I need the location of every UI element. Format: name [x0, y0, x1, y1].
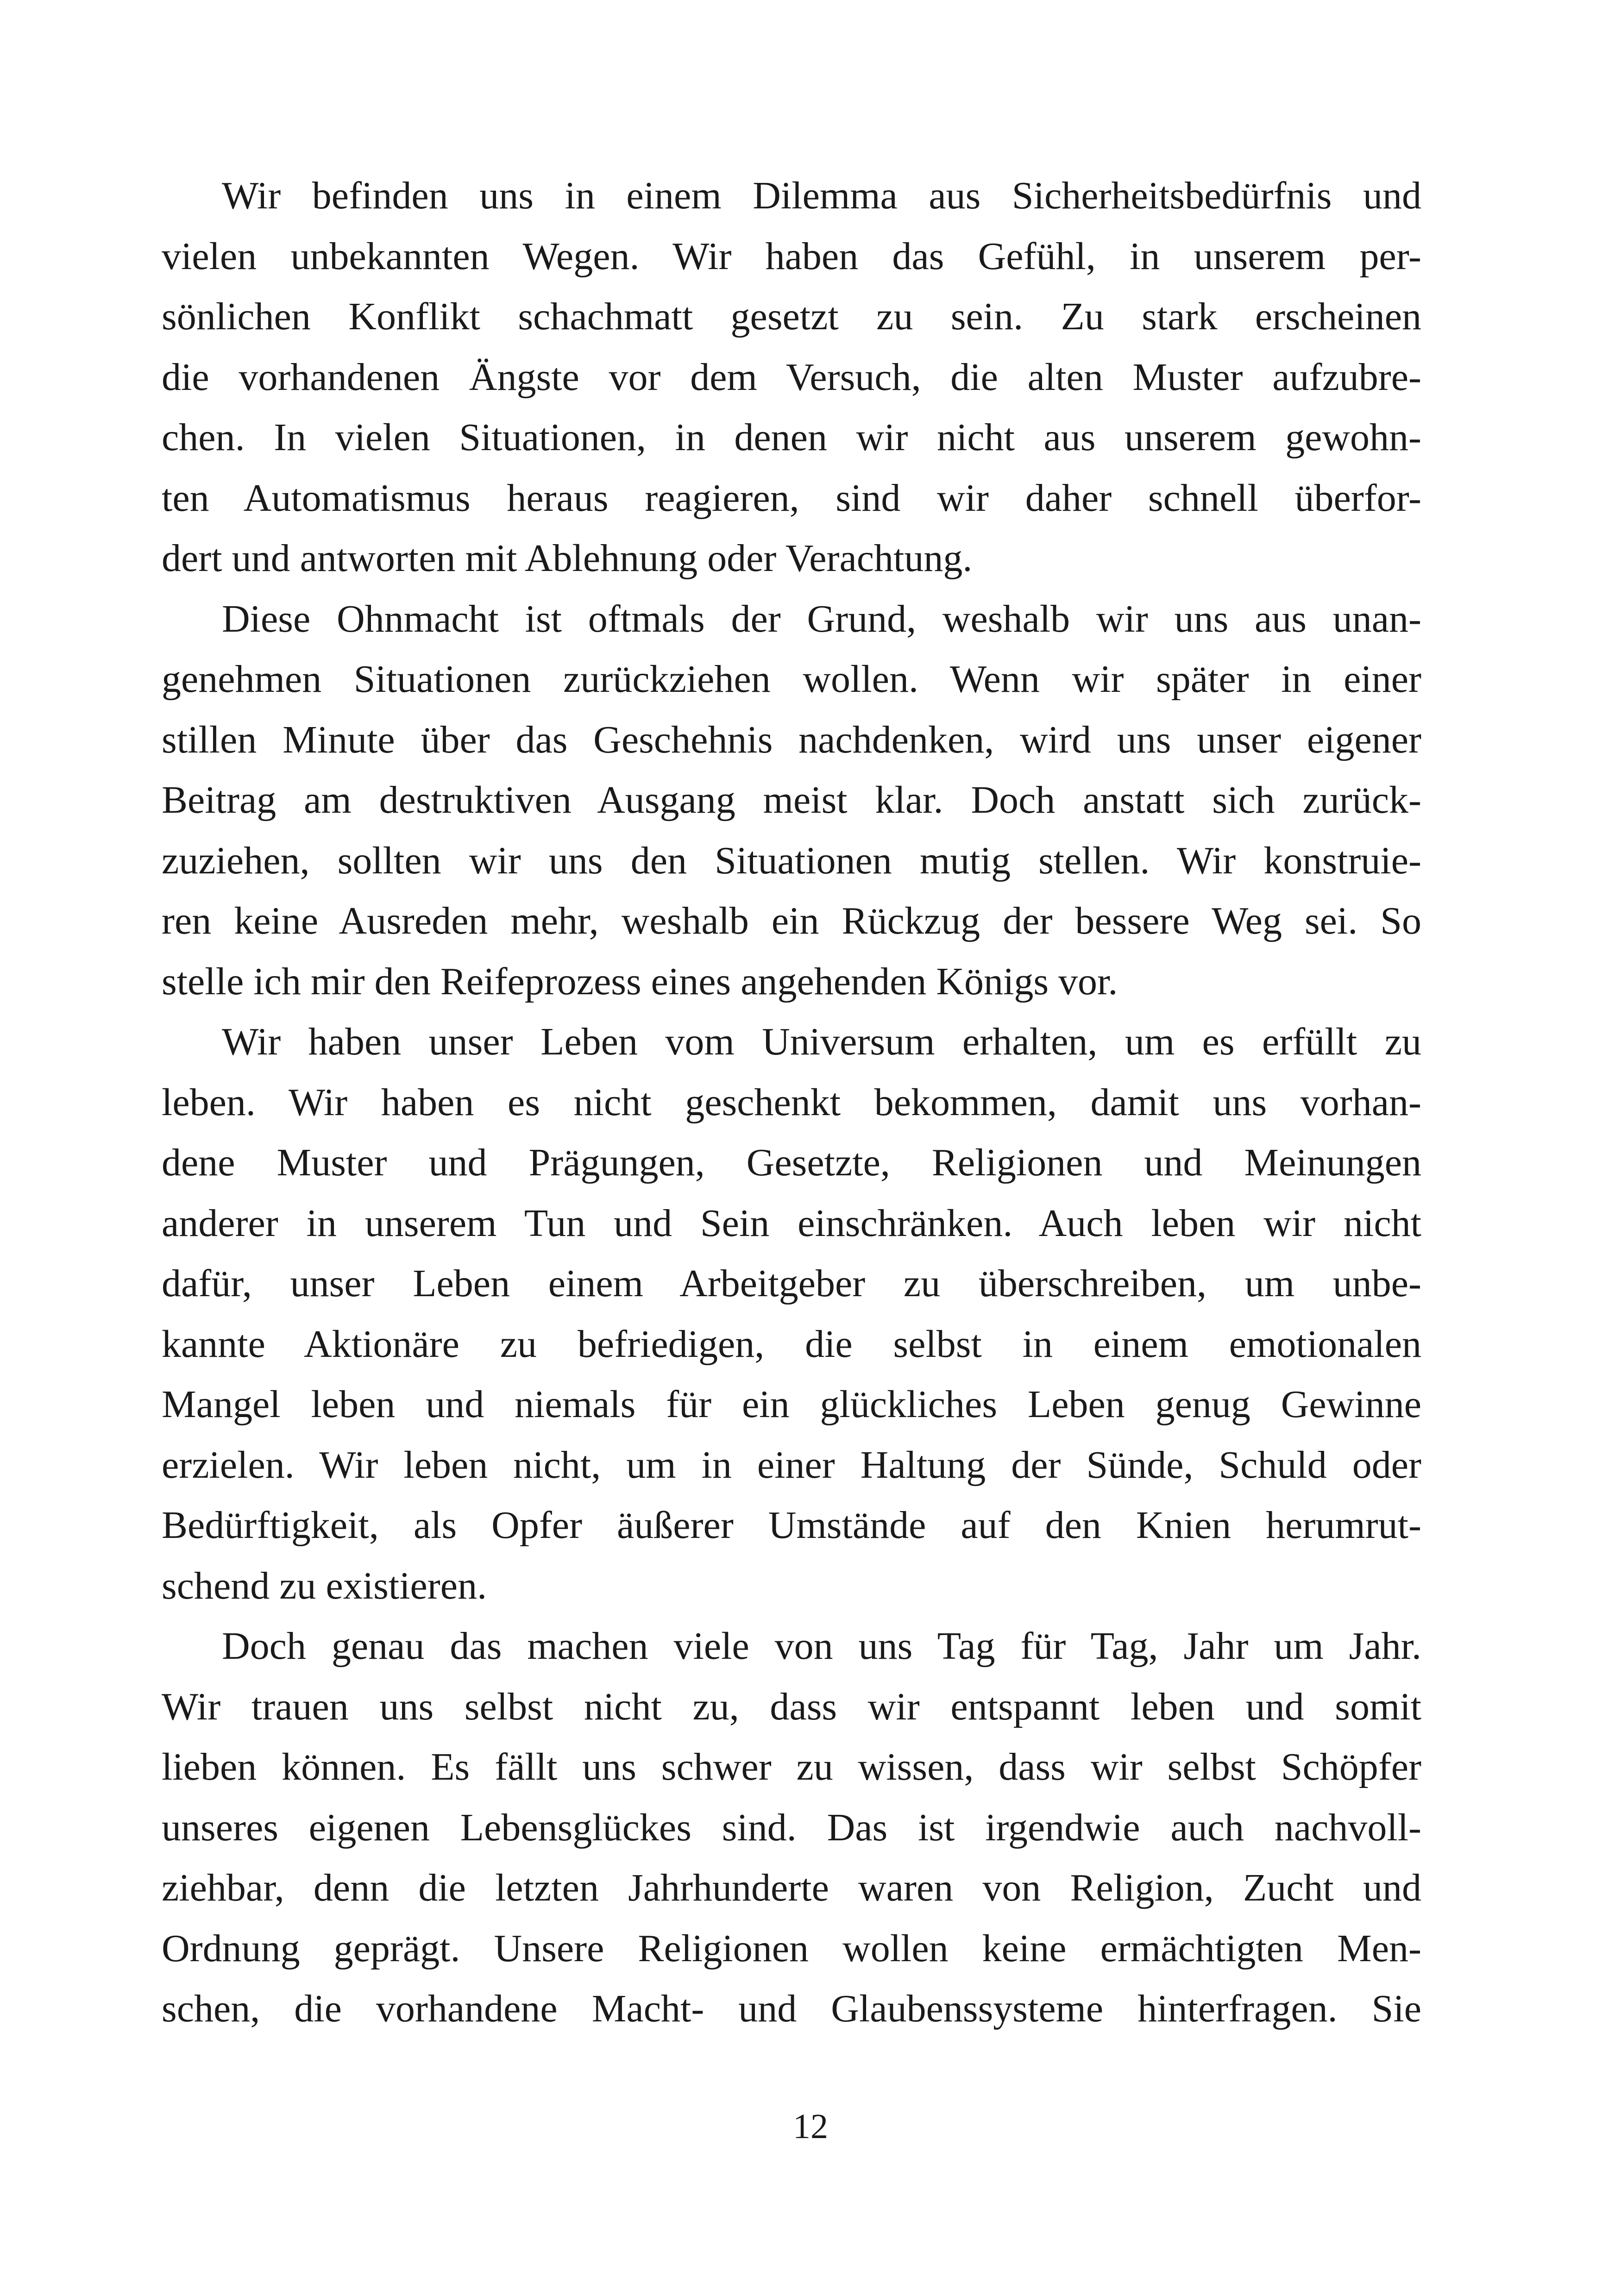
text-line: kannte Aktionäre zu befriedigen, die selbst in einem emotionalen — [162, 1322, 1421, 1366]
text-line: schend zu existieren. — [162, 1564, 487, 1607]
text-line: Wir haben unser Leben vom Universum erhalten, um es erfüllt zu — [222, 1020, 1421, 1063]
text-line: lieben können. Es fällt uns schwer zu wissen, dass wir selbst Schöpfer — [162, 1745, 1421, 1788]
text-line: genehmen Situationen zurückziehen wollen. Wenn wir später in einer — [162, 658, 1421, 701]
text-line: dafür, unser Leben einem Arbeitgeber zu überschreiben, um unbe- — [162, 1262, 1421, 1305]
text-line: zuziehen, sollten wir uns den Situationen mutig stellen. Wir konstruie- — [162, 839, 1421, 882]
text-line: Ordnung geprägt. Unsere Religionen wollen keine ermächtigten Men- — [162, 1926, 1421, 1970]
text-line: schen, die vorhandene Macht- und Glaubenssysteme hinterfragen. Sie — [162, 1987, 1421, 2030]
text-line: ten Automatismus heraus reagieren, sind wir daher schnell überfor- — [162, 476, 1421, 520]
text-line: leben. Wir haben es nicht geschenkt bekommen, damit uns vorhan- — [162, 1080, 1421, 1124]
text-line: Bedürftigkeit, als Opfer äußerer Umstände auf den Knien herumrut- — [162, 1504, 1421, 1547]
text-line: die vorhandenen Ängste vor dem Versuch, die alten Muster aufzubre- — [162, 355, 1421, 399]
text-line: stillen Minute über das Geschehnis nachdenken, wird uns unser eigener — [162, 718, 1421, 761]
text-line: Diese Ohnmacht ist oftmals der Grund, weshalb wir uns aus unan- — [222, 597, 1421, 640]
text-line: Beitrag am destruktiven Ausgang meist klar. Doch anstatt sich zurück- — [162, 778, 1421, 822]
text-line: erzielen. Wir leben nicht, um in einer Haltung der Sünde, Schuld oder — [162, 1443, 1421, 1487]
text-line: dert und antworten mit Ablehnung oder Verachtung. — [162, 537, 973, 580]
body-text — [162, 166, 1421, 2039]
text-line: sönlichen Konflikt schachmatt gesetzt zu sein. Zu stark erscheinen — [162, 295, 1421, 338]
text-line: vielen unbekannten Wegen. Wir haben das Gefühl, in unserem per- — [162, 234, 1421, 278]
text-line: Doch genau das machen viele von uns Tag für Tag, Jahr um Jahr. — [222, 1625, 1421, 1668]
text-line: ziehbar, denn die letzten Jahrhunderte waren von Religion, Zucht und — [162, 1866, 1421, 1909]
text-line: Wir trauen uns selbst nicht zu, dass wir entspannt leben und somit — [162, 1685, 1421, 1728]
text-line: anderer in unserem Tun und Sein einschränken. Auch leben wir nicht — [162, 1201, 1421, 1245]
text-line: dene Muster und Prägungen, Gesetzte, Religionen und Meinungen — [162, 1141, 1421, 1184]
text-line: chen. In vielen Situationen, in denen wir nicht aus unserem gewohn- — [162, 416, 1421, 459]
text-line: Mangel leben und niemals für ein glückliches Leben genug Gewinne — [162, 1383, 1421, 1426]
text-line: stelle ich mir den Reifeprozess eines angehenden Königs vor. — [162, 960, 1118, 1003]
page-number: 12 — [793, 2107, 828, 2146]
text-line: ren keine Ausreden mehr, weshalb ein Rückzug der bessere Weg sei. So — [162, 899, 1421, 942]
text-line: unseres eigenen Lebensglückes sind. Das ist irgendwie auch nachvoll- — [162, 1806, 1421, 1849]
text-line: Wir befinden uns in einem Dilemma aus Sicherheitsbedürfnis und — [222, 174, 1421, 217]
